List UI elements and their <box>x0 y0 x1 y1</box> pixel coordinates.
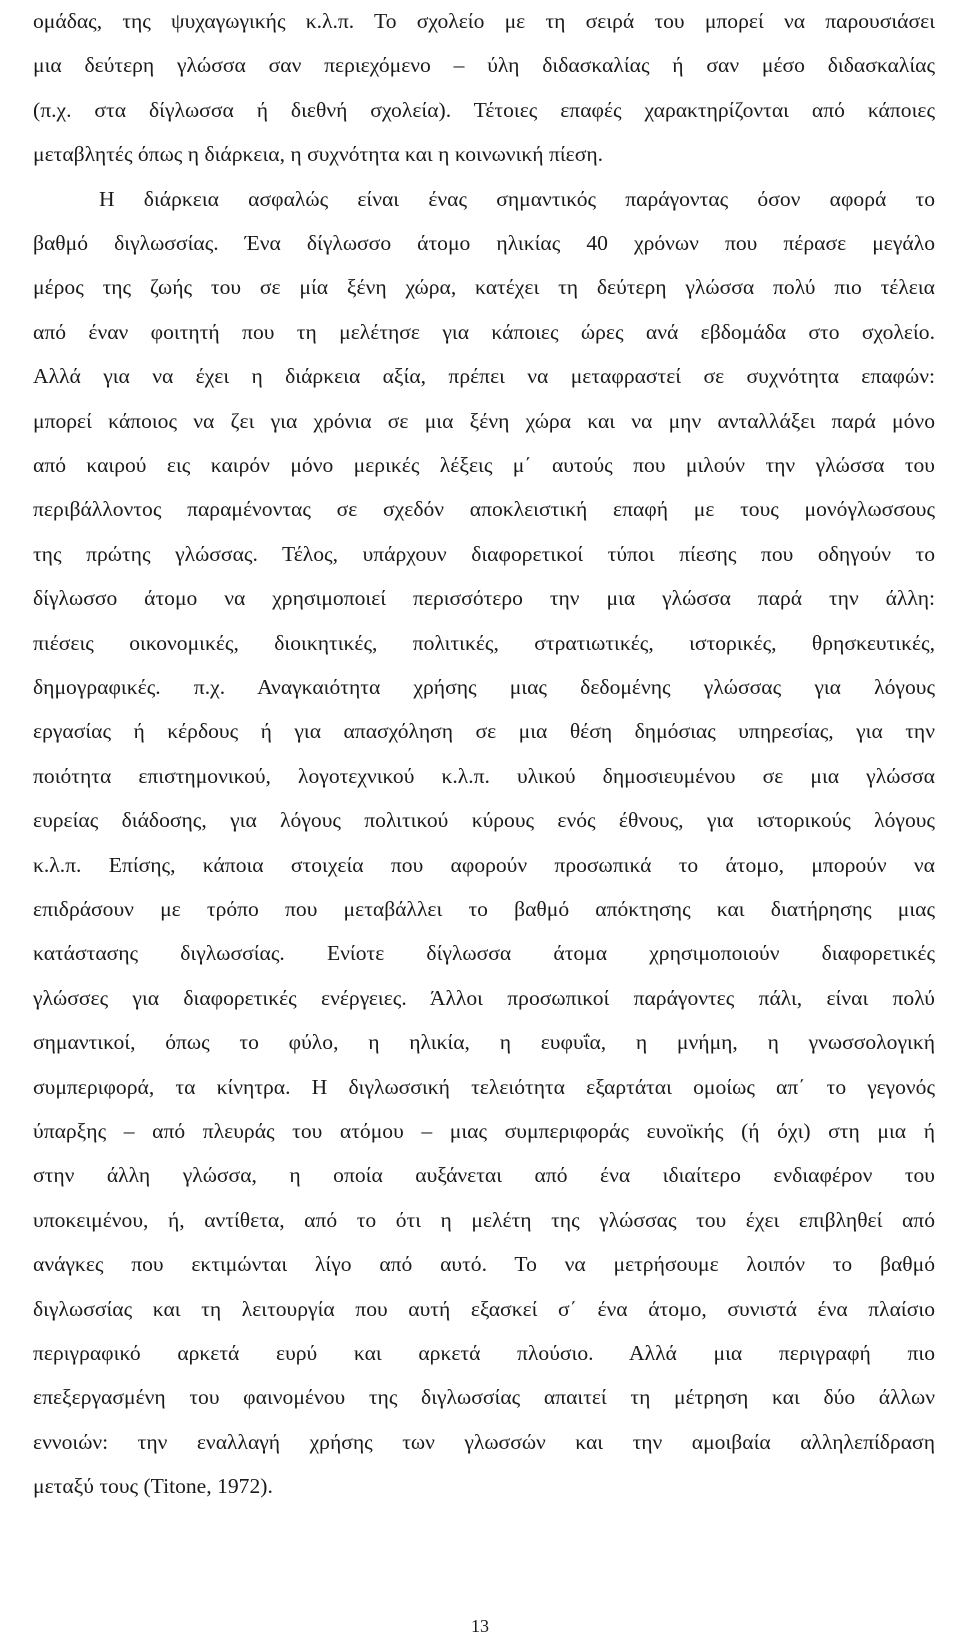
text-line: υποκειμένου, ή, αντίθετα, από το ότι η μελέτη της γλώσσας του έχει επιβληθεί από <box>33 1207 935 1232</box>
text-line: κ.λ.π. Επίσης, κάποια στοιχεία που αφορούν προσωπικά το άτομο, μπορούν να <box>33 852 935 877</box>
text-line: (π.χ. στα δίγλωσσα ή διεθνή σχολεία). Τέτοιες επαφές χαρακτηρίζονται από κάποιες <box>33 97 935 122</box>
text-line: συμπεριφορά, τα κίνητρα. Η διγλωσσική τελειότητα εξαρτάται ομοίως απ΄ το γεγονός <box>33 1074 935 1099</box>
text-line: μέρος της ζωής του σε μία ξένη χώρα, κατέχει τη δεύτερη γλώσσα πολύ πιο τέλεια <box>33 275 935 300</box>
text-line: περιγραφικό αρκετά ευρύ και αρκετά πλούσιο. Αλλά μια περιγραφή πιο <box>33 1341 935 1365</box>
text-line: επιδράσουν με τρόπο που μεταβάλλει το βαθμό απόκτησης και διατήρησης μιας <box>33 897 935 921</box>
text-line: ποιότητα επιστημονικού, λογοτεχνικού κ.λ.π. υλικού δημοσιευμένου σε μια γλώσσα <box>33 763 935 788</box>
text-line: μια δεύτερη γλώσσα σαν περιεχόμενο – ύλη διδασκαλίας ή σαν μέσο διδασκαλίας <box>33 53 935 78</box>
text-line: διγλωσσίας και τη λειτουργία που αυτή εξασκεί σ΄ ένα άτομο, συνιστά ένα πλαίσιο <box>33 1296 935 1321</box>
text-line: σημαντικοί, όπως το φύλο, η ηλικία, η ευφυΐα, η μνήμη, η γνωσσολογική <box>33 1030 935 1055</box>
text-line: της πρώτης γλώσσας. Τέλος, υπάρχουν διαφορετικοί τύποι πίεσης που οδηγούν το <box>33 541 935 566</box>
text-line: μεταξύ τους (Titone, 1972). <box>33 1474 273 1499</box>
text-line: δίγλωσσο άτομο να χρησιμοποιεί περισσότερο την μια γλώσσα παρά την άλλη: <box>33 586 935 611</box>
text-line: μεταβλητές όπως η διάρκεια, η συχνότητα και η κοινωνική πίεση. <box>33 142 604 167</box>
text-line: από έναν φοιτητή που τη μελέτησε για κάποιες ώρες ανά εβδομάδα στο σχολείο. <box>33 319 935 344</box>
text-line: ανάγκες που εκτιμώνται λίγο από αυτό. Το να μετρήσουμε λοιπόν το βαθμό <box>33 1252 935 1277</box>
text-line: εργασίας ή κέρδους ή για απασχόληση σε μια θέση δημόσιας υπηρεσίας, για την <box>33 719 935 744</box>
text-line: ομάδας, της ψυχαγωγικής κ.λ.π. Το σχολείο με τη σειρά του μπορεί να παρουσιάσει <box>33 9 935 33</box>
text-line: εννοιών: την εναλλαγή χρήσης των γλωσσών και την αμοιβαία αλληλεπίδραση <box>33 1429 935 1454</box>
text-line: περιβάλλοντος παραμένοντας σε σχεδόν αποκλειστική επαφή με τους μονόγλωσσους <box>33 497 935 522</box>
text-line: δημογραφικές. π.χ. Αναγκαιότητα χρήσης μιας δεδομένης γλώσσας για λόγους <box>33 675 935 699</box>
page-number: 13 <box>471 1616 489 1636</box>
text-line: στην άλλη γλώσσα, η οποία αυξάνεται από ένα ιδιαίτερο ενδιαφέρον του <box>33 1163 935 1188</box>
text-line: κατάστασης διγλωσσίας. Ενίοτε δίγλωσσα άτομα χρησιμοποιούν διαφορετικές <box>33 941 935 966</box>
text-line: γλώσσες για διαφορετικές ενέργειες. Άλλοι προσωπικοί παράγοντες πάλι, είναι πολύ <box>33 985 935 1010</box>
text-line: πιέσεις οικονομικές, διοικητικές, πολιτικές, στρατιωτικές, ιστορικές, θρησκευτικές, <box>33 630 935 655</box>
text-line: βαθμό διγλωσσίας. Ένα δίγλωσσο άτομο ηλικίας 40 χρόνων που πέρασε μεγάλο <box>33 231 935 255</box>
text-line: Αλλά για να έχει η διάρκεια αξία, πρέπει να μεταφραστεί σε συχνότητα επαφών: <box>33 364 935 389</box>
text-line: από καιρού εις καιρόν μόνο μερικές λέξεις μ΄ αυτούς που μιλούν την γλώσσα του <box>33 453 935 477</box>
text-line: ύπαρξης – από πλευράς του ατόμου – μιας συμπεριφοράς ευνοϊκής (ή όχι) στη μια ή <box>33 1119 935 1143</box>
text-line: Η διάρκεια ασφαλώς είναι ένας σημαντικός παράγοντας όσον αφορά το <box>99 186 935 211</box>
text-line: επεξεργασμένη του φαινομένου της διγλωσσίας απαιτεί τη μέτρηση και δύο άλλων <box>33 1385 935 1410</box>
text-line: ευρείας διάδοσης, για λόγους πολιτικού κύρους ενός έθνους, για ιστορικούς λόγους <box>33 808 935 833</box>
text-line: μπορεί κάποιος να ζει για χρόνια σε μια ξένη χώρα και να μην ανταλλάξει παρά μόνο <box>33 408 935 433</box>
